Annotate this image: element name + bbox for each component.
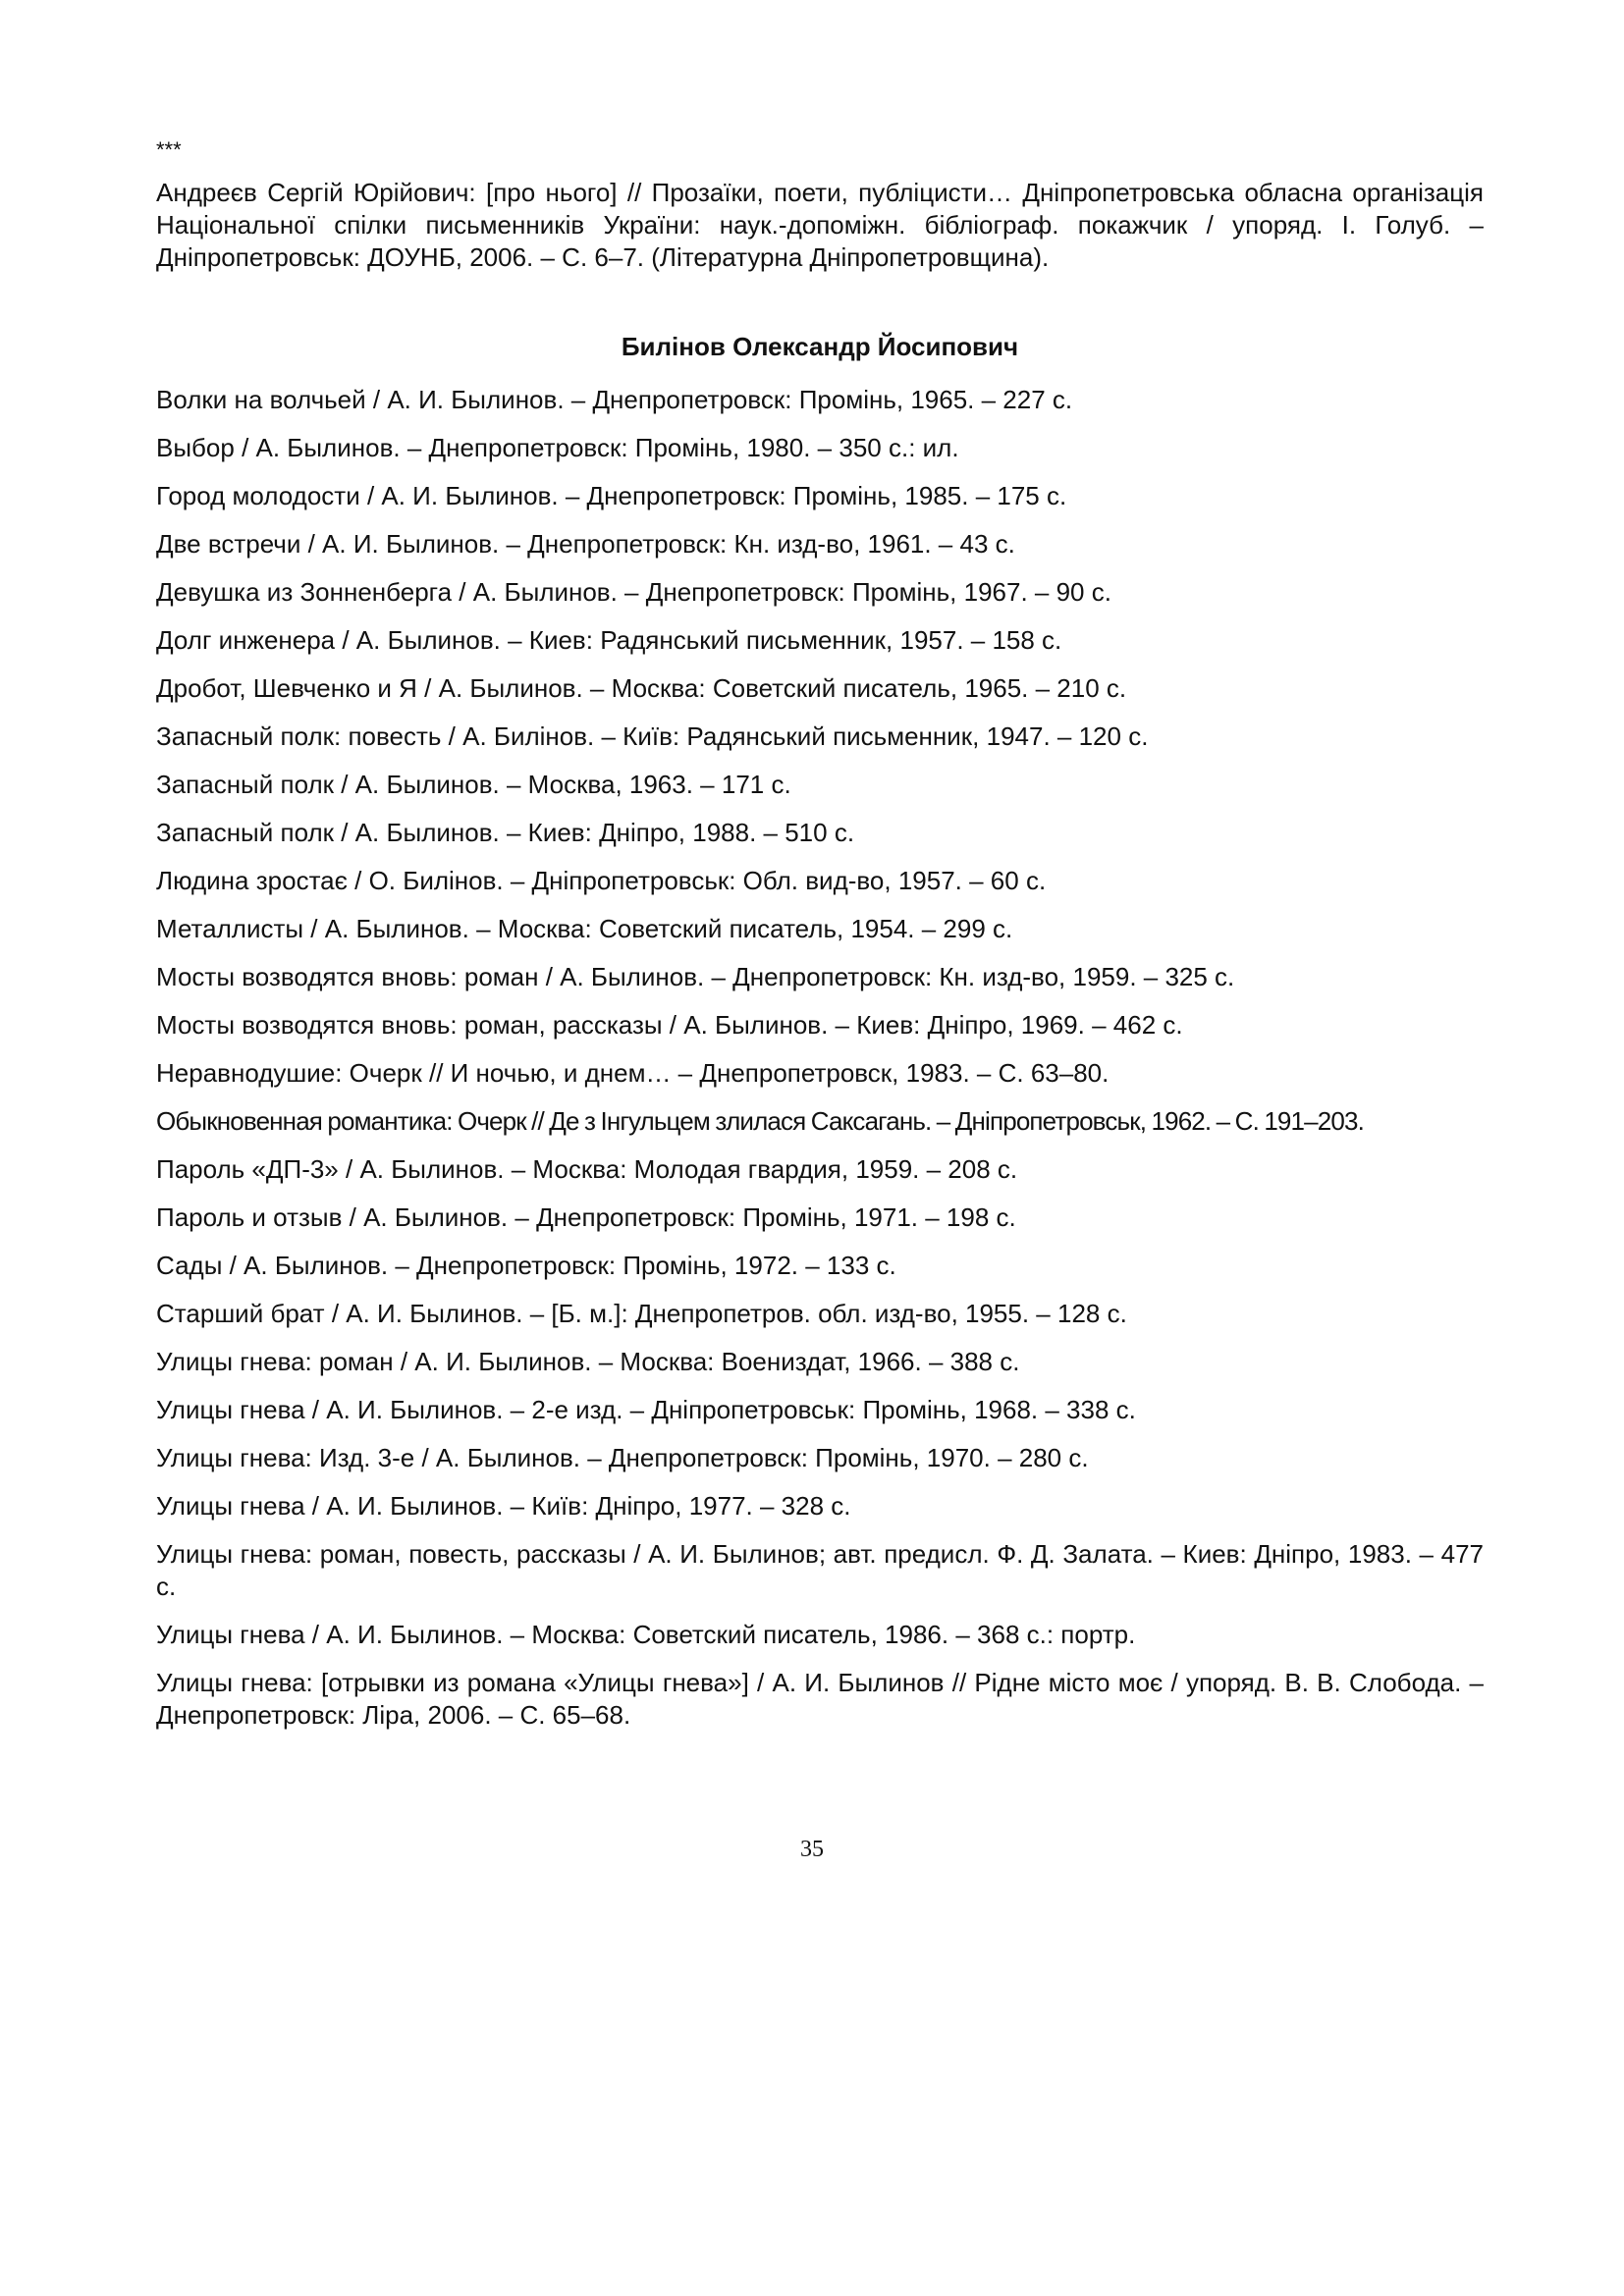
bibliography-entry: Выбор / А. Былинов. – Днепропетровск: Промінь, 1980. – 350 с.: ил. <box>156 433 959 462</box>
section-heading: Билінов Олександр Йосипович <box>621 332 1019 361</box>
bibliography-entry: Старший брат / А. И. Былинов. – [Б. м.]: Днепропетров. обл. изд-во, 1955. – 128 с. <box>156 1299 1127 1328</box>
bibliography-entry: Улицы гнева: роман, повесть, рассказы / А. И. Былинов; авт. предисл. Ф. Д. Залата. – Киев: Дніпро, 1983. – 477 с. <box>156 1539 1484 1601</box>
bibliography-entry: Пароль и отзыв / А. Былинов. – Днепропетровск: Промінь, 1971. – 198 с. <box>156 1202 1016 1232</box>
bibliography-entry: Девушка из Зонненберга / А. Былинов. – Днепропетровск: Промінь, 1967. – 90 с. <box>156 577 1111 607</box>
section-separator: *** <box>156 137 182 162</box>
bibliography-entry: Две встречи / А. И. Былинов. – Днепропетровск: Кн. изд-во, 1961. – 43 с. <box>156 529 1015 559</box>
bibliography-entry: Неравнодушие: Очерк // И ночью, и днем… – Днепропетровск, 1983. – С. 63–80. <box>156 1058 1110 1088</box>
bibliography-entry: Людина зростає / О. Билінов. – Дніпропетровськ: Обл. вид-во, 1957. – 60 с. <box>156 866 1047 895</box>
page-content <box>156 137 1484 1747</box>
bibliography-entry: Улицы гнева / А. И. Былинов. – 2-е изд. – Дніпропетровськ: Промінь, 1968. – 338 с. <box>156 1395 1136 1424</box>
bibliography-entry: Дробот, Шевченко и Я / А. Былинов. – Москва: Советский писатель, 1965. – 210 с. <box>156 673 1127 703</box>
page-number: 35 <box>800 1837 824 1862</box>
bibliography-entry: Долг инженера / А. Былинов. – Киев: Радянський письменник, 1957. – 158 с. <box>156 625 1062 655</box>
bibliography-entry: Город молодости / А. И. Былинов. – Днепропетровск: Промінь, 1985. – 175 с. <box>156 481 1067 510</box>
bibliography-entry: Сады / А. Былинов. – Днепропетровск: Промінь, 1972. – 133 с. <box>156 1251 896 1280</box>
bibliography-entry: Обыкновенная романтика: Очерк // Де з Інгульцем злилася Саксагань. – Дніпропетровськ, 1962. – С. 191–203. <box>156 1106 1364 1136</box>
bibliography-list <box>156 384 1484 1732</box>
bibliography-entry: Улицы гнева: Изд. 3-е / А. Былинов. – Днепропетровск: Промінь, 1970. – 280 с. <box>156 1443 1089 1472</box>
bibliography-entry: Запасный полк / А. Былинов. – Москва, 1963. – 171 с. <box>156 770 791 799</box>
bibliography-entry: Мосты возводятся вновь: роман / А. Былинов. – Днепропетровск: Кн. изд-во, 1959. – 325 с. <box>156 962 1235 991</box>
bibliography-entry: Улицы гнева / А. И. Былинов. – Москва: Советский писатель, 1986. – 368 с.: портр. <box>156 1620 1136 1649</box>
bibliography-entry: Улицы гнева: роман / А. И. Былинов. – Москва: Воениздат, 1966. – 388 с. <box>156 1347 1020 1376</box>
intro-bibliography-entry: Андреєв Сергій Юрійович: [про нього] // Прозаїки, поети, публіцисти… Дніпропетровська обласна організація Національної спілки письменників України: наук.-допоміжн. бібліограф. покажчик / упоряд. І. Голуб. – Дніпропетровськ: ДОУНБ, 2006. – С. 6–7. (Літературна Дніпропетровщина). <box>156 178 1484 272</box>
bibliography-entry: Улицы гнева: [отрывки из романа «Улицы гнева»] / А. И. Былинов // Рідне місто моє / упоряд. В. В. Слобода. – Днепропетровск: Ліра, 2006. – С. 65–68. <box>156 1668 1484 1730</box>
bibliography-entry: Запасный полк: повесть / А. Билінов. – Київ: Радянський письменник, 1947. – 120 с. <box>156 721 1149 751</box>
bibliography-entry: Волки на волчьей / А. И. Былинов. – Днепропетровск: Промінь, 1965. – 227 с. <box>156 385 1073 414</box>
bibliography-entry: Пароль «ДП-3» / А. Былинов. – Москва: Молодая гвардия, 1959. – 208 с. <box>156 1154 1018 1184</box>
bibliography-entry: Запасный полк / А. Былинов. – Киев: Дніпро, 1988. – 510 с. <box>156 818 855 847</box>
bibliography-entry: Улицы гнева / А. И. Былинов. – Київ: Дніпро, 1977. – 328 с. <box>156 1491 851 1521</box>
bibliography-entry: Металлисты / А. Былинов. – Москва: Советский писатель, 1954. – 299 с. <box>156 914 1013 943</box>
bibliography-entry: Мосты возводятся вновь: роман, рассказы / А. Былинов. – Киев: Дніпро, 1969. – 462 с. <box>156 1010 1183 1040</box>
